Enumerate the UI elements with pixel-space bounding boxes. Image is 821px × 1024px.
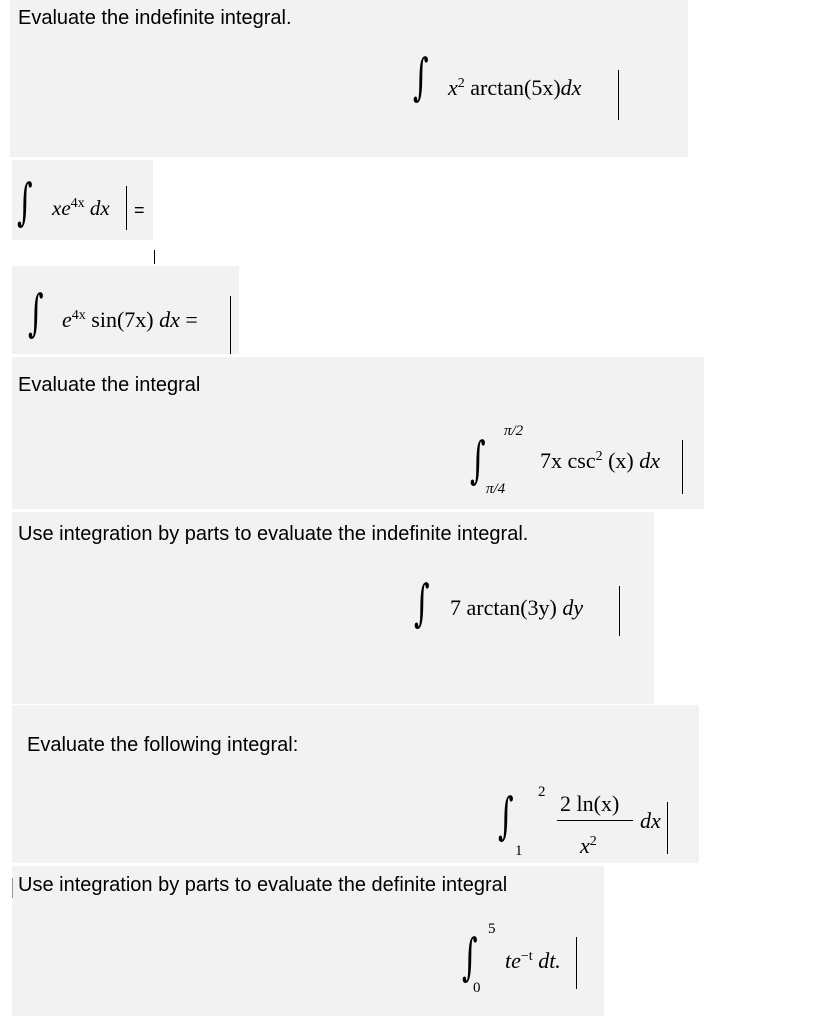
integrand-rest: (x): [602, 448, 634, 473]
integral-sign: ∫: [498, 787, 514, 845]
integral-sign: ∫: [28, 284, 44, 342]
denominator-base: x: [580, 833, 590, 858]
differential: dx: [89, 196, 110, 220]
integral-sign: ∫: [470, 431, 486, 489]
answer-input-cursor[interactable]: [154, 250, 155, 264]
fraction-numerator: [560, 791, 619, 817]
integrand-base: xe: [52, 196, 71, 220]
lower-limit: 1: [515, 843, 523, 859]
differential: dt.: [538, 948, 561, 973]
upper-limit: 5: [488, 921, 496, 937]
denominator-exponent: 2: [589, 834, 597, 849]
answer-cursor[interactable]: [126, 186, 127, 230]
integrand-exponent: 4x: [71, 308, 86, 323]
integrand-exponent: 4x: [70, 196, 85, 211]
problem-6-prompt: Evaluate the following integral:: [27, 734, 299, 756]
answer-cursor[interactable]: [618, 70, 619, 120]
lower-limit: π/4: [486, 481, 506, 497]
problem-1-prompt: Evaluate the indefinite integral.: [18, 7, 292, 29]
integrand-base: x: [448, 75, 458, 100]
integrand-base: te: [505, 948, 521, 973]
integrand-rest: arctan(5x): [464, 75, 561, 100]
differential: dy: [562, 595, 584, 620]
integrand-base: e: [62, 307, 72, 332]
answer-cursor[interactable]: [682, 440, 683, 494]
equals-sign: =: [185, 307, 198, 332]
answer-cursor[interactable]: [576, 937, 577, 989]
problem-4-expression: [540, 448, 660, 474]
problem-5-expression: [450, 595, 583, 621]
integrand-exponent: 2: [457, 76, 465, 91]
problem-6-differential: [640, 808, 661, 834]
integrand-rest: sin(7x): [85, 307, 154, 332]
problem-1-expression: [448, 75, 581, 101]
equals-sign: =: [134, 200, 145, 220]
integral-sign: ∫: [462, 928, 478, 986]
lower-limit: 0: [473, 980, 481, 996]
answer-cursor[interactable]: [230, 296, 231, 354]
differential: dx: [639, 448, 661, 473]
integrand-base: 7x csc: [540, 448, 596, 473]
integral-sign: ∫: [414, 574, 430, 632]
problem-7-prompt: Use integration by parts to evaluate the definite integral: [18, 874, 508, 896]
problem-2-expression: [52, 195, 110, 221]
differential: dx: [159, 307, 180, 332]
numerator-text: 2 ln(x): [560, 791, 620, 816]
answer-cursor[interactable]: [667, 802, 668, 854]
differential: dx: [640, 808, 661, 833]
differential: dx: [560, 75, 582, 100]
text-cursor[interactable]: [12, 878, 13, 898]
problem-3-expression: [62, 307, 198, 333]
problem-5-prompt: Use integration by parts to evaluate the indefinite integral.: [18, 523, 529, 545]
fraction-bar: [557, 820, 633, 821]
answer-cursor[interactable]: [619, 586, 620, 636]
integrand: 7 arctan(3y): [450, 595, 557, 620]
fraction-denominator: [580, 833, 597, 859]
upper-limit: 2: [538, 784, 546, 800]
integrand-exponent: −t: [520, 949, 533, 964]
integral-sign: ∫: [413, 48, 429, 106]
integral-sign: ∫: [17, 173, 33, 231]
problem-7-expression: [505, 948, 561, 974]
integrand-exponent: 2: [595, 449, 603, 464]
upper-limit: π/2: [504, 423, 524, 439]
problem-4-prompt: Evaluate the integral: [18, 374, 201, 396]
